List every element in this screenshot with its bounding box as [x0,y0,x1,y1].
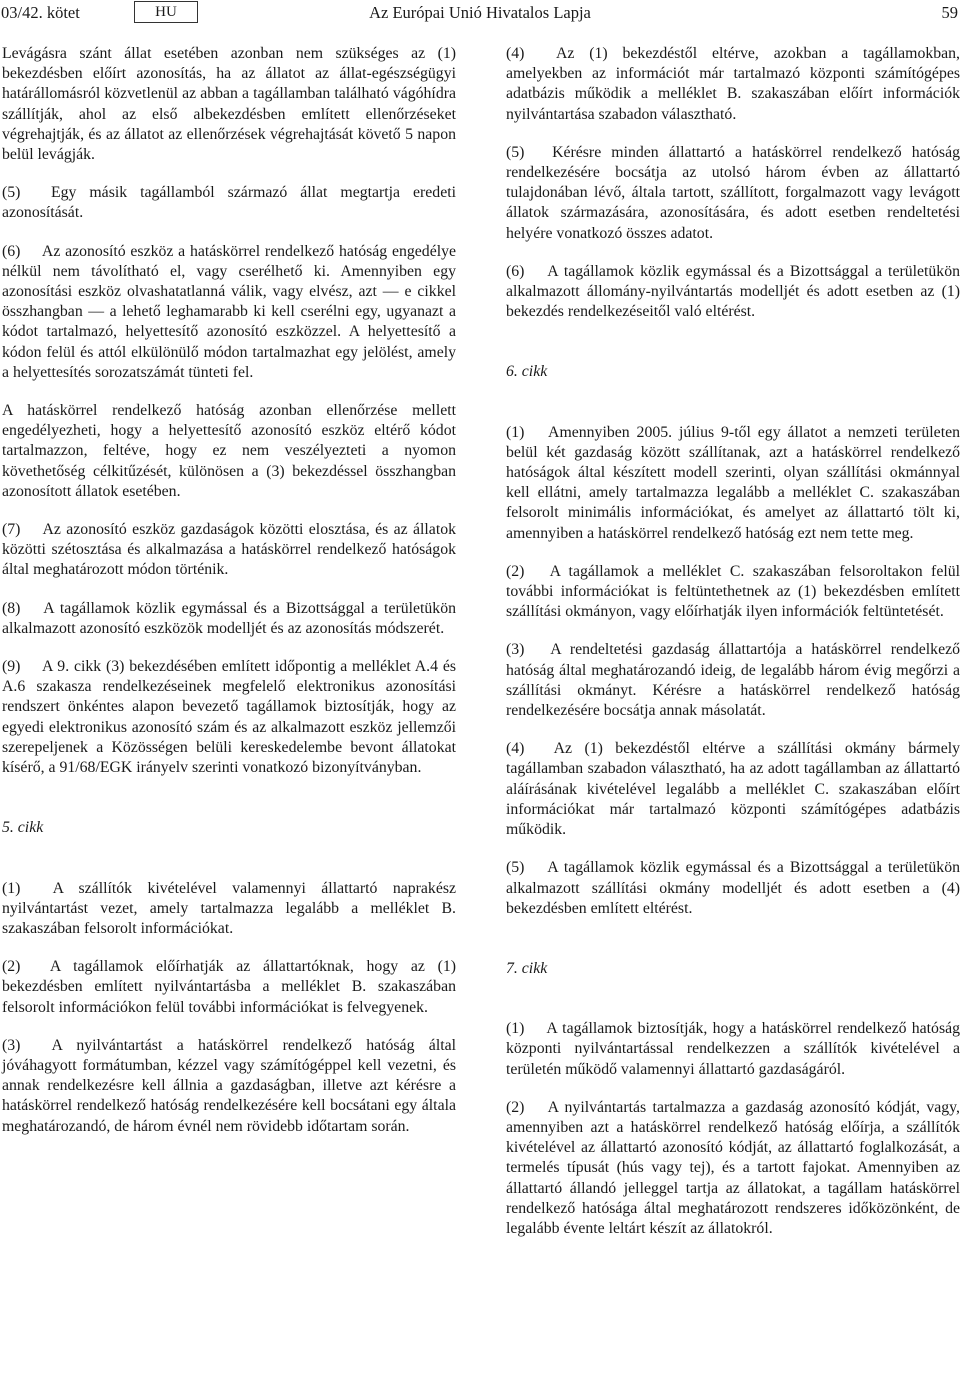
paragraph-number: (1) [2,879,21,897]
paragraph-number: (2) [2,958,21,976]
volume-label: 03/42. kötet [1,3,80,22]
article-heading: 5. cikk [2,819,44,837]
paragraph [506,262,960,323]
paragraph [506,858,960,919]
paragraph-text: A tagállamok közlik egymással és a Bizottsággal a területükön alkalmazott azonosító eszközök modelljét és az azonosítás módszerét. [2,599,456,637]
paragraph-number: (1) [506,423,525,441]
paragraph-number: (5) [506,859,525,877]
paragraph [2,1036,456,1137]
paragraph [2,242,456,383]
right-column [506,44,960,1257]
paragraph-text: A rendeltetési gazdaság állattartója a hatáskörrel rendelkező hatóság által meghatározandó ideig, de legalább három évig megőrzi a szállítási okmányt. Kérésre a hatáskörrel rendelkező hatóság rendelkezésére bocsátja annak másolatát. [506,641,960,720]
paragraph [506,1019,960,1080]
paragraph [2,657,456,778]
paragraph [506,1098,960,1239]
paragraph-text: A szállítók kivételével valamennyi állattartó naprakész nyilvántartást vezet, amely tartalmazza legalább a melléklet B. szakaszában felsorolt információkat. [2,879,457,937]
journal-title: Az Európai Unió Hivatalos Lapja [369,3,591,22]
language-box: HU [134,1,198,23]
paragraph [2,599,456,639]
paragraph-number: (6) [2,242,21,260]
paragraph-number: (3) [506,641,525,659]
paragraph-text: A tagállamok biztosítják, hogy a hatáskörrel rendelkező hatóság központi nyilvántartással rendelkezzen a szállítók kivételével a területén működő valamennyi állattartó gazdaságáról. [506,1020,960,1078]
paragraph-number: (6) [506,262,525,280]
paragraph-text: A tagállamok a melléklet C. szakaszában felsoroltakon felül további információkat is feltüntethetnek az (1) bekezdésben említett szállítási okmányon, vagy előírhatják ilyen információk feltüntetését. [506,562,960,621]
paragraph-text: A nyilvántartás tartalmazza a gazdaság azonosító kódját, vagy, amennyiben azt a hatáskörrel rendelkező hatóság előírja, a szállítók kivételével az állattartó azonosító kódját, az állattartó foglalkozását, a termelés típusát (hús vagy tej), és a tartott fajokat. Amennyiben az állattartó állandó jelleggel tartja az állatokat, a tagállam hatáskörrel rendelkező hatósága által meghatározott rendszeres időközönként, de legalább évente leltárt készít az állatokról. [506,1098,960,1237]
paragraph-number: (4) [506,45,525,62]
article-heading: 7. cikk [506,959,548,977]
paragraph-number: (4) [506,740,525,758]
paragraph [506,423,960,544]
paragraph-number: (9) [2,658,21,676]
paragraph-number: (8) [2,599,21,617]
paragraph [2,183,456,223]
paragraph [2,520,456,581]
paragraph [506,562,960,623]
paragraph-number: (7) [2,521,21,539]
paragraph-text: Az (1) bekezdéstől eltérve a szállítási okmány bármely tagállamban szabadon választható, ha az adott tagállamban az állattartó aláírásának kivételével legalább a melléklet C. szakaszában előírt információkat már tartalmazó központi számítógépes adatbázis működik. [506,740,960,839]
paragraph-text: A tagállamok közlik egymással és a Bizottsággal a területükön alkalmazott szállítási okmány modelljét és adott esetben a (4) bekezdésben említett eltérést. [506,859,960,917]
paragraph: A hatáskörrel rendelkező hatóság azonban ellenőrzése mellett engedélyezheti, hogy a helyettesítő azonosító eszköz eltérő kódot tartalmazzon, feltéve, hogy ez nem veszélyezteti a nyomon követhetőség célkitűzését, különösen a (3) bekezdéssel összhangban azonosított állatok esetében. [2,402,456,500]
paragraph-text: Az (1) bekezdéstől eltérve, azokban a tagállamokban, amelyekben az információt már tartalmazó központi számítógépes adatbázis működik a melléklet B. szakaszában előírt információk nyilvántartása szabadon választható. [506,45,960,123]
paragraph: Levágásra szánt állat esetében azonban nem szükséges az (1) bekezdésben előírt azonosítás, ha az állatot az állat-egészségügyi határállomásról közvetlenül az abban a tagállamban található vágóhídra szállítják, ahol az első albekezdésben említett ellenőrzéseket végrehajtják, és az állatot az ellenőrzések végrehajtását követő 5 napon belül levágják. [2,45,456,164]
paragraph [2,879,456,940]
paragraph-text: A tagállamok előírhatják az állattartóknak, hogy az (1) bekezdésben említett nyilvántartásba a melléklet B. szakaszában felsorolt információkon felül további információkat is felvegyenek. [2,958,457,1016]
paragraph-number: (3) [2,1036,21,1054]
paragraph-text: A 9. cikk (3) bekezdésében említett időpontig a melléklet A.4 és A.6 szakasza rendelkezéseinek megfelelő elektronikus azonosítási rendszert önkéntes alapon bevezető tagállamok biztosítják, hogy az egyedi elektronikus azonosító szám és az alkalmazott eszköz jellemzői szerepeljenek a Közösségen belüli kereskedelembe bevont állatokat kísérő, a 91/68/EGK irányelv szerinti vonatkozó bizonyítványban. [2,658,457,777]
paragraph-number: (1) [506,1020,525,1038]
paragraph-number: (2) [506,562,525,580]
paragraph [2,957,456,1018]
paragraph-number: (5) [2,184,21,202]
paragraph-text: Az azonosító eszköz gazdaságok közötti elosztása, és az állatok közötti szétosztása és alkalmazása a hatáskörrel rendelkező hatóságok által meghatározott módon történik. [2,521,457,579]
left-column [2,44,456,1155]
paragraph [506,143,960,244]
paragraph-text: A nyilvántartást a hatáskörrel rendelkező hatóság által jóváhagyott formátumban, kézzel vagy számítógéppel kell vezetni, és annak rendelkezésre kell állnia a gazdaságban, illetve azt kérésre a hatáskörrel rendelkező hatóság rendelkezésére kell bocsátani egy általa meghatározandó, de három évnél nem rövidebb időtartam során. [2,1036,457,1135]
paragraph-text: Amennyiben 2005. július 9-től egy állatot a nemzeti területen belül két gazdaság között szállítanak, azt a hatáskörrel rendelkező hatóságok által készített modell szerinti, olyan szállítási okmánnyal kell ellátni, amely tartalmazza legalább a melléklet C. szakaszában felsorolt minimális információkat, és amelyet az állattartó tölt ki, amennyiben a hatáskörrel rendelkező hatóság ezt nem tette meg. [506,423,960,542]
paragraph [506,44,960,125]
page-header [0,0,960,28]
paragraph-text: Kérésre minden állattartó a hatáskörrel rendelkező hatóság rendelkezésére bocsátja az utolsó három évben az állattartó tulajdonában lévő, általa tartott, szállított, forgalmazott vagy levágott állatok származására, azonosítására, és adott esetben rendeltetési helyére vonatkozó összes adatot. [506,143,960,242]
paragraph-text: Egy másik tagállamból származó állat megtartja eredeti azonosítását. [2,184,456,222]
paragraph-text: Az azonosító eszköz a hatáskörrel rendelkező hatóság engedélye nélkül nem távolítható el, vagy cserélhető ki. Amennyiben egy azonosítási eszköz olvashatatlanná válik, vagy elvész, azt — e cikkel összhangban — a lehető leghamarabb ki kell cserélni egy, ugyanazt a kódot tartalmazó, helyettesítő azonosító eszközzel. A helyettesítő a kódon felül és attól elkülönülő módon tartalmazhat egy jelölést, amely a helyettesítés sorozatszámát tünteti fel. [2,242,457,381]
article-heading: 6. cikk [506,363,548,381]
paragraph-number: (5) [506,143,525,161]
paragraph [506,640,960,721]
paragraph [506,739,960,840]
paragraph-text: A tagállamok közlik egymással és a Bizottsággal a területükön alkalmazott állomány-nyilvántartás modelljét és adott esetben az (1) bekezdés rendelkezéseitől való eltérést. [506,262,960,321]
paragraph-number: (2) [506,1098,525,1116]
page-number: 59 [941,3,958,22]
